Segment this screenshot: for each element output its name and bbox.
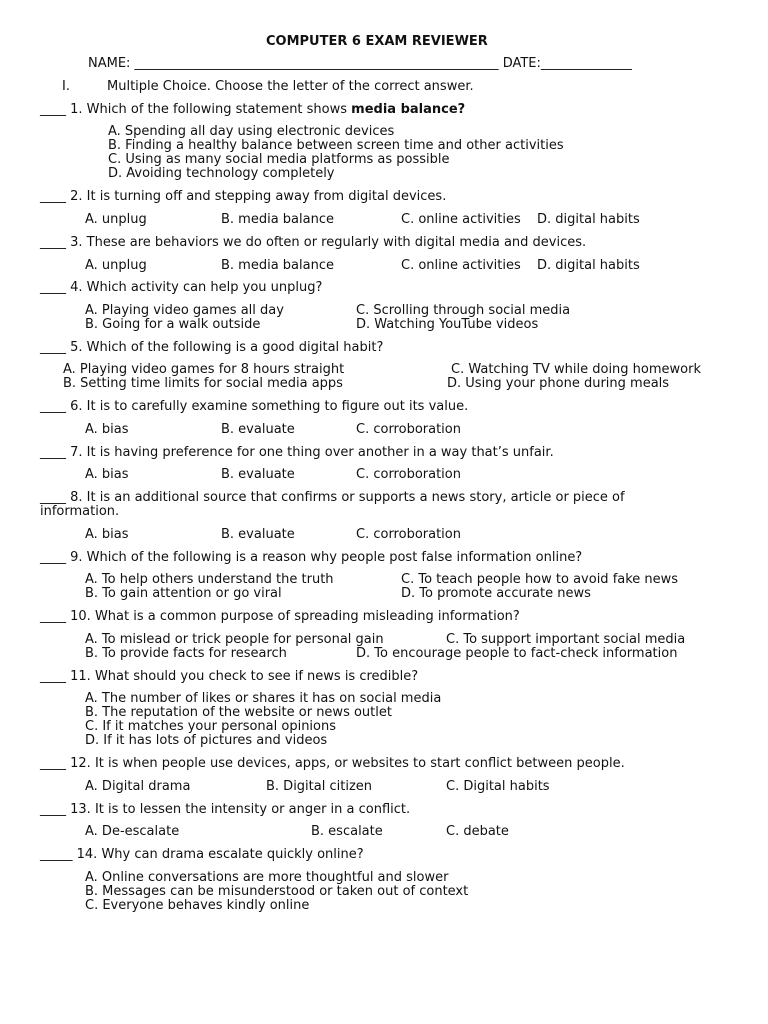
question-1-text: ____ 1. Which of the following statement shows [40,102,352,117]
q3-option-c: C. online activities [401,258,521,273]
q3-option-d: D. digital habits [537,258,640,273]
question-8-continued: information. [40,504,120,519]
q13-option-a: A. De-escalate [85,824,180,839]
q5-option-b: B. Setting time limits for social media apps [63,376,343,391]
q10-option-d: D. To encourage people to fact-check information [356,646,678,661]
q5-option-c: C. Watching TV while doing homework [451,362,701,377]
q1-option-b: B. Finding a healthy balance between screen time and other activities [108,138,564,153]
q13-option-c: C. debate [446,824,509,839]
question-2: ____ 2. It is turning off and stepping away from digital devices. [40,189,447,204]
q12-option-b: B. Digital citizen [266,779,373,794]
q6-option-c: C. corroboration [356,422,461,437]
question-3: ____ 3. These are behaviors we do often or regularly with digital media and devices. [40,235,587,250]
q11-option-c: C. If it matches your personal opinions [85,719,337,734]
q5-option-d: D. Using your phone during meals [447,376,670,391]
q4-option-b: B. Going for a walk outside [85,317,261,332]
q10-option-a: A. To mislead or trick people for personal gain [85,632,384,647]
question-11: ____ 11. What should you check to see if news is credible? [40,669,419,684]
q2-option-a: A. unplug [85,212,147,227]
page-title: COMPUTER 6 EXAM REVIEWER [266,34,488,49]
section-numeral: I. [62,79,70,94]
q9-option-d: D. To promote accurate news [401,586,591,601]
question-13: ____ 13. It is to lessen the intensity or anger in a conflict. [40,802,411,817]
q1-option-a: A. Spending all day using electronic devices [108,124,395,139]
q3-option-b: B. media balance [221,258,334,273]
q5-option-a: A. Playing video games for 8 hours straight [63,362,345,377]
question-10: ____ 10. What is a common purpose of spreading misleading information? [40,609,520,624]
q12-option-a: A. Digital drama [85,779,191,794]
question-14: _____ 14. Why can drama escalate quickly online? [40,847,364,862]
q7-option-a: A. bias [85,467,129,482]
q1-option-d: D. Avoiding technology completely [108,166,335,181]
question-5: ____ 5. Which of the following is a good digital habit? [40,340,384,355]
q3-option-a: A. unplug [85,258,147,273]
q11-option-a: A. The number of likes or shares it has on social media [85,691,442,706]
q13-option-b: B. escalate [311,824,383,839]
q6-option-b: B. evaluate [221,422,295,437]
q8-option-b: B. evaluate [221,527,295,542]
q6-option-a: A. bias [85,422,129,437]
q2-option-b: B. media balance [221,212,334,227]
q14-option-b: B. Messages can be misunderstood or taken out of context [85,884,469,899]
q11-option-b: B. The reputation of the website or news outlet [85,705,392,720]
q2-option-c: C. online activities [401,212,521,227]
q11-option-d: D. If it has lots of pictures and videos [85,733,328,748]
question-1 [40,102,465,117]
question-4: ____ 4. Which activity can help you unplug? [40,280,323,295]
q9-option-c: C. To teach people how to avoid fake news [401,572,679,587]
question-8: ____ 8. It is an additional source that confirms or supports a news story, article or piece of [40,490,625,505]
q12-option-c: C. Digital habits [446,779,550,794]
q8-option-c: C. corroboration [356,527,461,542]
q8-option-a: A. bias [85,527,129,542]
q14-option-c: C. Everyone behaves kindly online [85,898,310,913]
question-1-emphasis: media balance? [351,102,466,117]
q2-option-d: D. digital habits [537,212,640,227]
q7-option-c: C. corroboration [356,467,461,482]
question-7: ____ 7. It is having preference for one thing over another in a way that’s unfair. [40,445,554,460]
q9-option-a: A. To help others understand the truth [85,572,334,587]
question-12: ____ 12. It is when people use devices, apps, or websites to start conflict between people. [40,756,625,771]
q1-option-c: C. Using as many social media platforms as possible [108,152,450,167]
q10-option-c: C. To support important social media [446,632,686,647]
q9-option-b: B. To gain attention or go viral [85,586,282,601]
q10-option-b: B. To provide facts for research [85,646,287,661]
question-6: ____ 6. It is to carefully examine something to figure out its value. [40,399,469,414]
q4-option-c: C. Scrolling through social media [356,303,571,318]
name-date-line: NAME: ________________________________________________________ DATE:______________ [88,56,632,71]
question-9: ____ 9. Which of the following is a reason why people post false information online? [40,550,583,565]
q7-option-b: B. evaluate [221,467,295,482]
section-instructions: Multiple Choice. Choose the letter of the correct answer. [107,79,474,94]
q4-option-a: A. Playing video games all day [85,303,284,318]
q14-option-a: A. Online conversations are more thoughtful and slower [85,870,449,885]
q4-option-d: D. Watching YouTube videos [356,317,539,332]
